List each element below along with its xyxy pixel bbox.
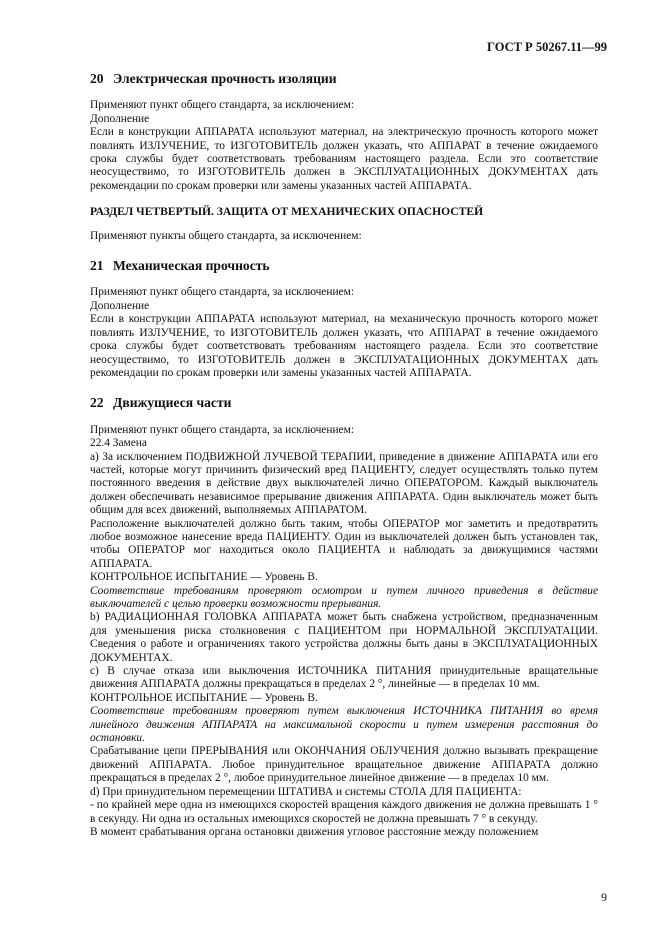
section-22-pc2: Срабатывание цепи ПРЕРЫВАНИЯ или ОКОНЧАНИЯ ОБЛУЧЕНИЯ должно вызывать прекращение движений АППАРАТА. Любое принудительное вращательное движение АППАРАТА должно прекращаться в пределах 2 °, любое принудительное линейное движение — в пределах 10 мм. xyxy=(90,745,598,785)
section-22-pd1: - по крайней мере одна из имеющихся скоростей вращения каждого движения не должна превышать 1 ° в секунду. Ни одна из остальных имеющихся скоростей не должна превышать 7 ° в секунду. xyxy=(90,799,598,825)
section-22-p2: 22.4 Замена xyxy=(90,437,147,450)
page-number: 9 xyxy=(601,890,607,904)
part-4-heading: РАЗДЕЛ ЧЕТВЕРТЫЙ. ЗАЩИТА ОТ МЕХАНИЧЕСКИХ ОПАСНОСТЕЙ xyxy=(90,205,484,219)
section-21-p3: Если в конструкции АППАРАТА используют материал, на механическую прочность которого может повлиять ИЗЛУЧЕНИЕ, то ИЗГОТОВИТЕЛЬ должен указать, что АППАРАТ в течение ожидаемого срока службы будет соответствовать требованиям настоящего раздела. Если это соответствие неосуществимо, то ИЗГОТОВИТЕЛЬ должен в ЭКСПЛУАТАЦИОННЫХ ДОКУМЕНТАХ дать рекомендации по срокам проверки или замены указанных частей АППАРАТА. xyxy=(90,313,598,379)
section-22-heading xyxy=(90,396,598,409)
part-4-p1: Применяют пункты общего стандарта, за исключением: xyxy=(90,229,362,242)
section-20-heading xyxy=(90,72,598,85)
section-22-number: 22 xyxy=(90,395,104,411)
section-20-title: Электрическая прочность изоляции xyxy=(113,71,337,86)
section-21-number: 21 xyxy=(90,258,104,274)
section-22-pc: с) В случае отказа или выключения ИСТОЧНИКА ПИТАНИЯ принудительные вращательные движения АППАРАТА должны прекращаться в пределах 2 °, линейные — в пределах 10 мм. xyxy=(90,665,598,691)
section-22-test1: КОНТРОЛЬНОЕ ИСПЫТАНИЕ — Уровень В. xyxy=(90,571,318,584)
section-21-title: Механическая прочность xyxy=(113,258,270,274)
section-22-pd2: В момент срабатывания органа остановки движения угловое расстояние между положением xyxy=(90,825,539,838)
section-22-p1: Применяют пункт общего стандарта, за исключением: xyxy=(90,423,354,436)
section-21-p2: Дополнение xyxy=(90,299,150,312)
section-22-check1: Соответствие требованиям проверяют осмотром и путем личного приведения в действие выключателей с целью проверки возможности прерывания. xyxy=(90,584,598,610)
section-21-heading xyxy=(90,259,598,272)
section-22-test2: КОНТРОЛЬНОЕ ИСПЫТАНИЕ — Уровень В. xyxy=(90,691,318,704)
standard-header: ГОСТ Р 50267.11—99 xyxy=(487,40,607,54)
section-22-pb: b) РАДИАЦИОННАЯ ГОЛОВКА АППАРАТА может быть снабжена устройством, предназначенным для уменьшения риска столкновения с ПАЦИЕНТОМ при НОРМАЛЬНОЙ ЭКСПЛУАТАЦИИ. Сведения о работе и ограничениях такого устройства должны быть даны в ЭКСПЛУАТАЦИОННЫХ ДОКУМЕНТАХ. xyxy=(90,611,598,664)
section-22-title: Движущиеся части xyxy=(113,395,232,411)
page-content xyxy=(90,68,598,839)
section-21-p1: Применяют пункт общего стандарта, за исключением: xyxy=(90,286,354,299)
section-20-p1: Применяют пункт общего стандарта, за исключением: xyxy=(90,99,354,112)
section-22-check2: Соответствие требованиям проверяют путем выключения ИСТОЧНИКА ПИТАНИЯ во время линейного движения АППАРАТА на максимальной скорости и путем измерения расстояния до остановки. xyxy=(90,705,598,745)
section-20-p3: Если в конструкции АППАРАТА используют материал, на электрическую прочность которого может повлиять ИЗЛУЧЕНИЕ, то ИЗГОТОВИТЕЛЬ должен указать, что АППАРАТ в течение ожидаемого срока службы будет соответствовать требованиям настоящего раздела. Если это соответствие неосуществимо, то ИЗГОТОВИТЕЛЬ должен в ЭКСПЛУАТАЦИОННЫХ ДОКУМЕНТАХ дать рекомендации по срокам проверки или замены указанных частей АППАРАТА. xyxy=(90,126,598,192)
section-22-pa2: Расположение выключателей должно быть таким, чтобы ОПЕРАТОР мог заметить и предотвратить любое возможное нанесение вреда ПАЦИЕНТУ. Один из выключателей должен быть установлен так, чтобы ОПЕРАТОР мог находиться около ПАЦИЕНТА и наблюдать за движущимися частями АППАРАТА. xyxy=(90,517,598,570)
section-20-p2: Дополнение xyxy=(90,112,150,125)
section-22-pa: а) За исключением ПОДВИЖНОЙ ЛУЧЕВОЙ ТЕРАПИИ, приведение в движение АППАРАТА или его частей, которые могут причинить физический вред ПАЦИЕНТУ, следует осуществлять только путем постоянного введения в действие двух выключателей лично ОПЕРАТОРОМ. Каждый выключатель должен обеспечивать независимое прерывание движения АППАРАТА. Один выключатель может быть общим для всех движений, выполняемых АППАРАТОМ. xyxy=(90,450,598,517)
section-22-pd: d) При принудительном перемещении ШТАТИВА и системы СТОЛА ДЛЯ ПАЦИЕНТА: xyxy=(90,785,522,798)
section-20-number: 20 xyxy=(90,71,104,86)
